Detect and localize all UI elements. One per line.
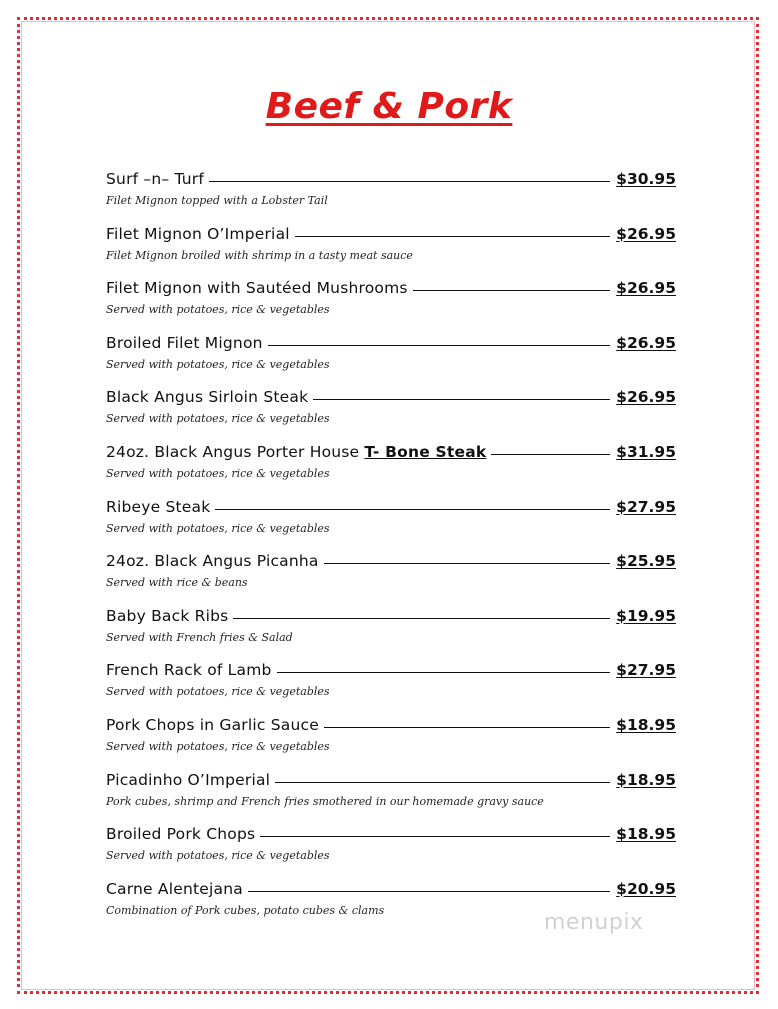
item-name: Surf –n– Turf [106,170,205,188]
dotted-leader [260,836,610,837]
item-name-emphasis: T- Bone Steak [364,442,487,461]
item-price: $18.95 [616,770,676,789]
item-name: Filet Mignon with Sautéed Mushrooms [106,279,408,298]
dotted-leader [248,891,610,892]
item-price: $27.95 [616,661,676,680]
dotted-leader [233,618,610,619]
menu-item [106,279,676,334]
item-price: $26.95 [616,388,676,407]
item-name: Ribeye Steak [106,497,211,516]
item-description: Served with potatoes, rice & vegetables [106,466,330,480]
item-price: $18.95 [616,715,676,734]
menu-item-list [106,170,676,934]
item-price: $30.95 [616,170,676,188]
item-description: Served with potatoes, rice & vegetables [106,303,330,317]
dotted-leader [491,454,610,455]
menu-item [106,825,676,880]
menu-item [106,552,676,607]
item-name: 24oz. Black Angus Picanha [106,552,319,571]
item-name: Broiled Filet Mignon [106,333,263,352]
item-description: Filet Mignon topped with a Lobster Tail [106,194,328,207]
dotted-leader [324,727,610,728]
item-description: Served with French fries & Salad [106,630,293,644]
menu-item [106,661,676,716]
dotted-leader [215,509,610,510]
item-price: $26.95 [616,224,676,243]
menu-item [106,170,676,225]
item-description: Combination of Pork cubes, potato cubes & clams [106,903,385,917]
watermark-logo: menupix [544,910,644,935]
item-name: Carne Alentejana [106,879,243,898]
dotted-leader [277,672,611,673]
menu-item [106,498,676,553]
dotted-leader [268,345,611,346]
item-name [106,443,486,461]
item-price: $26.95 [616,279,676,298]
dotted-leader [275,782,610,783]
dotted-leader [209,181,610,182]
menu-section-title: Beef & Pork [265,86,513,127]
item-price: $31.95 [616,442,676,461]
item-description: Served with potatoes, rice & vegetables [106,849,330,863]
item-name: Broiled Pork Chops [106,825,256,844]
item-name-main: 24oz. Black Angus Porter House [106,442,365,461]
item-name: Black Angus Sirloin Steak [106,388,309,407]
dotted-leader [313,399,610,400]
item-description: Served with rice & beans [106,576,248,590]
item-name: Pork Chops in Garlic Sauce [106,715,319,734]
item-price: $25.95 [616,552,676,571]
item-description: Served with potatoes, rice & vegetables [106,685,330,699]
item-name: Baby Back Ribs [106,606,229,625]
item-description: Served with potatoes, rice & vegetables [106,739,330,753]
menu-item [106,334,676,389]
dotted-leader [413,290,610,291]
menu-item [106,225,676,280]
menu-item [106,716,676,771]
item-name: Filet Mignon O’Imperial [106,224,290,243]
item-price: $19.95 [616,606,676,625]
item-description: Pork cubes, shrimp and French fries smothered in our homemade gravy sauce [106,794,544,808]
item-name: French Rack of Lamb [106,661,272,680]
item-description: Filet Mignon broiled with shrimp in a tasty meat sauce [106,248,413,262]
menu-item [106,607,676,662]
dotted-leader [295,236,610,237]
item-price: $18.95 [616,825,676,844]
item-price: $27.95 [616,497,676,516]
item-description: Served with potatoes, rice & vegetables [106,521,330,535]
item-name: Picadinho O’Imperial [106,770,271,789]
menu-item [106,443,676,498]
menu-item [106,388,676,443]
item-description: Served with potatoes, rice & vegetables [106,357,330,371]
item-price: $20.95 [616,879,676,898]
dotted-leader [324,563,611,564]
item-description: Served with potatoes, rice & vegetables [106,412,330,426]
item-price: $26.95 [616,333,676,352]
menu-item [106,771,676,826]
